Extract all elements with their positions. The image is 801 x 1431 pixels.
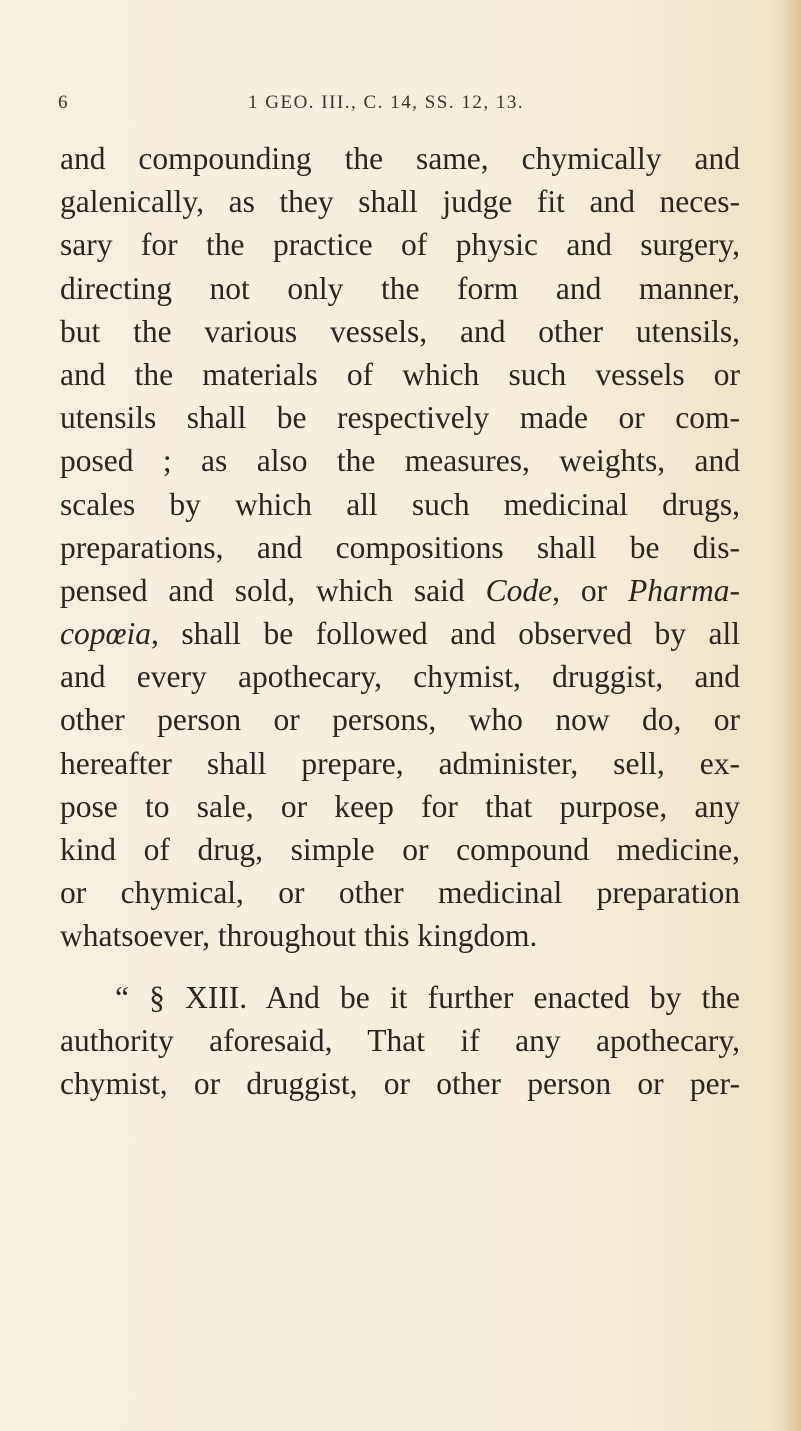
- italic-code: Code: [485, 572, 553, 608]
- text-line: other person or persons, who now do, or: [60, 702, 740, 738]
- paragraph-gap: [60, 958, 740, 976]
- text-line: and the materials of which such vessels or: [60, 356, 740, 392]
- running-head-title: 1 GEO. III., C. 14, SS. 12, 13.: [248, 92, 525, 113]
- text-line: galenically, as they shall judge fit and neces-: [60, 184, 740, 220]
- text-line: scales by which all such medicinal drugs,: [60, 486, 740, 522]
- text-line-with-italics: [60, 569, 740, 612]
- text-line: “ § XIII. And be it further enacted by the: [115, 979, 740, 1015]
- page-number: 6: [58, 92, 69, 113]
- text-line-with-italics: [60, 612, 740, 655]
- paragraph-2: [60, 976, 740, 1106]
- text-line: authority aforesaid, That if any apothecary,: [60, 1022, 740, 1058]
- text-line: directing not only the form and manner,: [60, 270, 740, 306]
- body-text: [60, 137, 740, 1105]
- italic-pharmacopoeia-end: copœia: [60, 616, 151, 652]
- text-line: pose to sale, or keep for that purpose, any: [60, 788, 740, 824]
- text-line: utensils shall be respectively made or com-: [60, 400, 740, 436]
- text-line: and compounding the same, chymically and: [60, 141, 740, 176]
- text-line: sary for the practice of physic and surgery,: [60, 227, 740, 263]
- text-line: and every apothecary, chymist, druggist, and: [60, 659, 740, 695]
- text-line: or chymical, or other medicinal preparation: [60, 875, 740, 911]
- italic-pharmacopoeia-start: Pharma-: [628, 572, 740, 608]
- text-line: preparations, and compositions shall be dis-: [60, 529, 740, 565]
- text-line: but the various vessels, and other utensils,: [60, 313, 740, 349]
- page-edge-shadow: [783, 0, 801, 1431]
- paragraph-1: [60, 137, 740, 958]
- text-run: , or: [552, 572, 628, 608]
- text-line: whatsoever, throughout this kingdom.: [60, 918, 538, 954]
- text-line: chymist, or druggist, or other person or per-: [60, 1065, 740, 1101]
- text-run: pensed and sold, which said: [60, 572, 486, 608]
- running-head: [58, 92, 718, 122]
- text-line: kind of drug, simple or compound medicine,: [60, 832, 740, 867]
- text-line: posed ; as also the measures, weights, and: [60, 443, 740, 479]
- text-run: , shall be followed and observed by all: [151, 616, 740, 652]
- text-line: hereafter shall prepare, administer, sell, ex-: [60, 745, 740, 781]
